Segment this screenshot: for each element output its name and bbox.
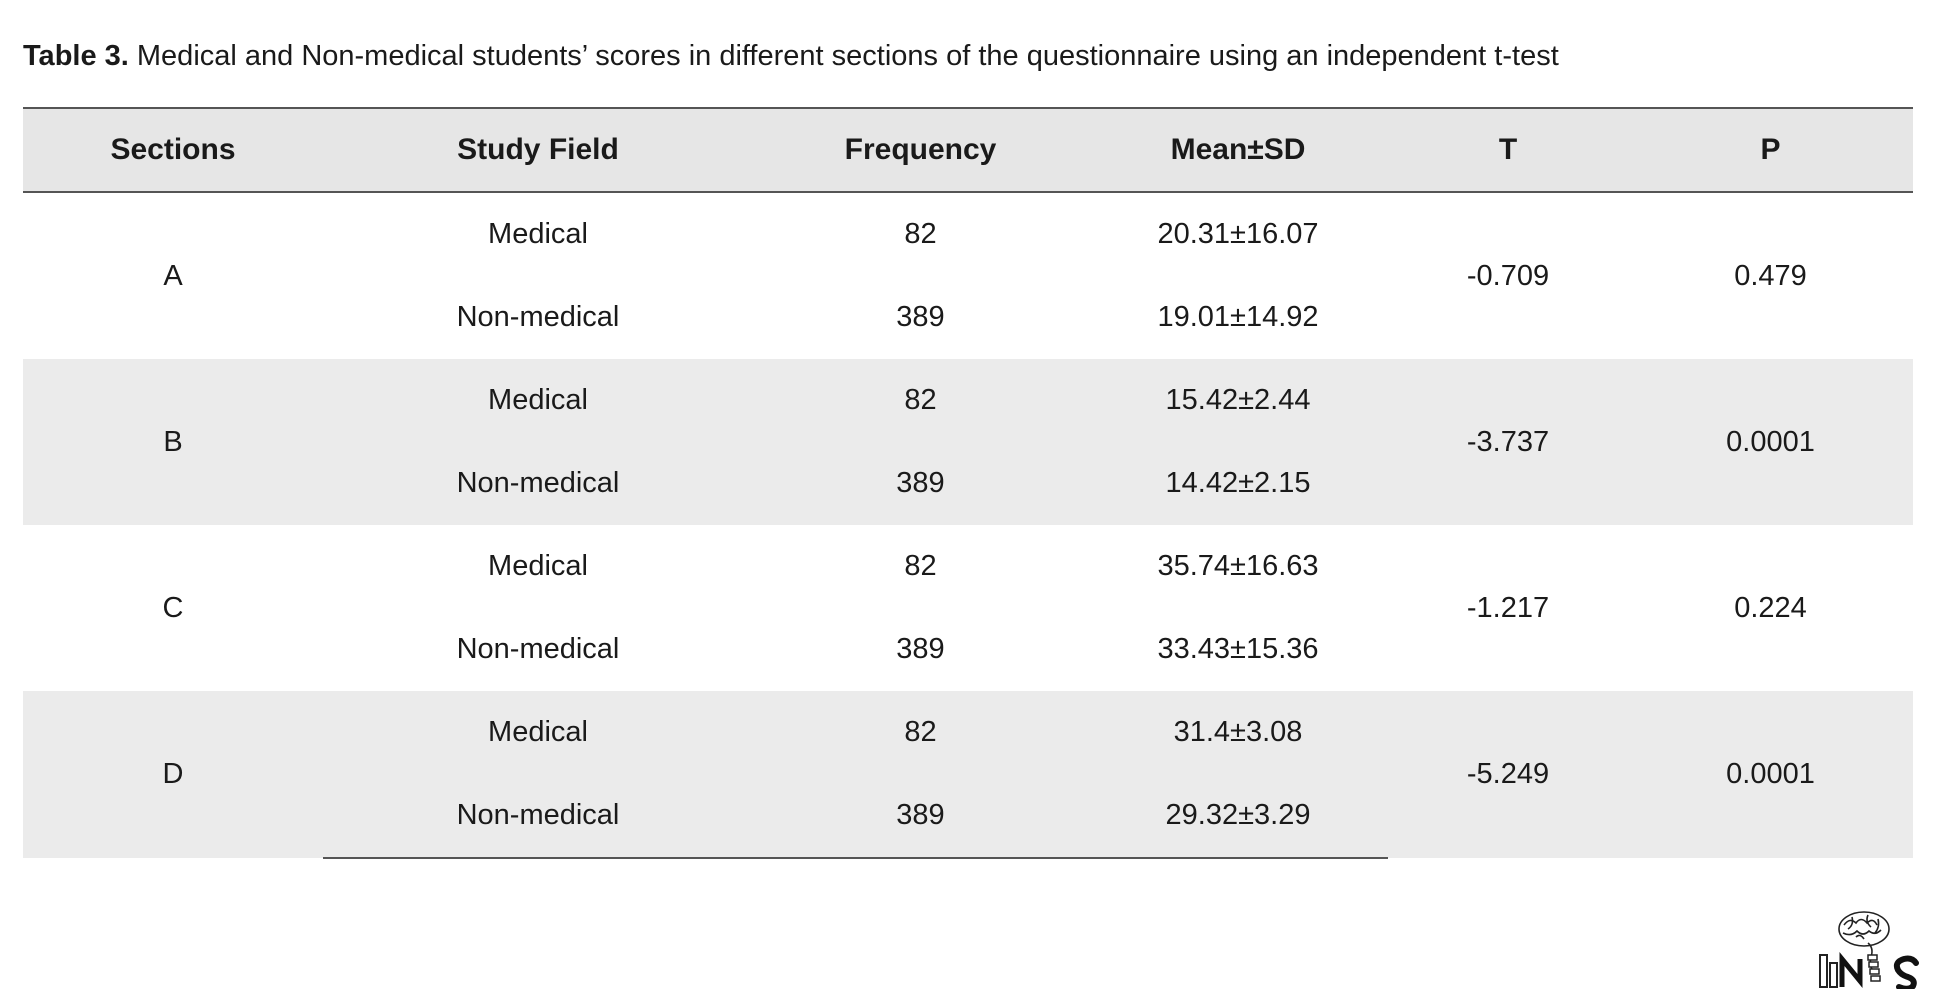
table-caption — [23, 36, 1559, 76]
header-frequency: Frequency — [753, 108, 1088, 192]
mean-sd-cell: 14.42±2.15 — [1088, 442, 1388, 525]
frequency-cell: 82 — [904, 218, 937, 250]
study-field-cell: Non-medical — [323, 774, 753, 858]
header-t: T — [1388, 108, 1628, 192]
section-cell: C — [162, 591, 184, 624]
frequency-cell: 389 — [753, 442, 1088, 525]
study-field-cell: Medical — [323, 691, 753, 774]
section-cell: D — [23, 691, 323, 858]
results-table — [23, 107, 1913, 859]
p-value-cell: 0.0001 — [1628, 691, 1913, 858]
t-value-cell: -0.709 — [1466, 259, 1550, 292]
mean-sd-cell: 35.74±16.63 — [1157, 550, 1319, 582]
study-field-cell: Non-medical — [456, 633, 620, 665]
p-value-cell: 0.224 — [1734, 591, 1807, 624]
table-row — [23, 525, 1913, 608]
mean-sd-cell: 20.31±16.07 — [1157, 218, 1319, 250]
table-caption-text: Medical and Non-medical students’ scores in different sections of the questionnaire using an independent t-test — [128, 40, 1559, 72]
p-value-cell: 0.0001 — [1628, 359, 1913, 525]
frequency-cell: 82 — [753, 359, 1088, 442]
study-field-cell: Medical — [488, 550, 588, 582]
frequency-cell: 389 — [753, 774, 1088, 858]
mean-sd-cell: 15.42±2.44 — [1088, 359, 1388, 442]
t-value-cell: -1.217 — [1466, 591, 1550, 624]
table-row — [23, 691, 1913, 774]
t-value-cell: -3.737 — [1388, 359, 1628, 525]
frequency-cell: 389 — [896, 633, 945, 665]
table-caption-label: Table 3. — [23, 40, 129, 72]
mean-sd-cell: 29.32±3.29 — [1088, 774, 1388, 858]
frequency-cell: 82 — [753, 691, 1088, 774]
header-p: P — [1628, 108, 1913, 192]
frequency-cell: 82 — [904, 550, 937, 582]
p-value-cell: 0.479 — [1734, 259, 1807, 292]
study-field-cell: Medical — [323, 359, 753, 442]
brain-logo-icon — [1816, 905, 1924, 989]
study-field-cell: Non-medical — [323, 442, 753, 525]
mean-sd-cell: 31.4±3.08 — [1088, 691, 1388, 774]
header-sections: Sections — [23, 108, 323, 192]
section-cell: A — [163, 259, 183, 292]
mean-sd-cell: 19.01±14.92 — [1157, 301, 1319, 333]
table-row — [23, 359, 1913, 442]
t-value-cell: -5.249 — [1388, 691, 1628, 858]
table-header-row — [23, 108, 1913, 192]
section-cell: B — [23, 359, 323, 525]
table-row — [23, 192, 1913, 276]
study-field-cell: Medical — [488, 218, 588, 250]
header-study-field: Study Field — [323, 108, 753, 192]
study-field-cell: Non-medical — [456, 301, 620, 333]
header-mean-sd: Mean±SD — [1088, 108, 1388, 192]
frequency-cell: 389 — [896, 301, 945, 333]
journal-logo — [1816, 905, 1924, 989]
mean-sd-cell: 33.43±15.36 — [1157, 633, 1319, 665]
